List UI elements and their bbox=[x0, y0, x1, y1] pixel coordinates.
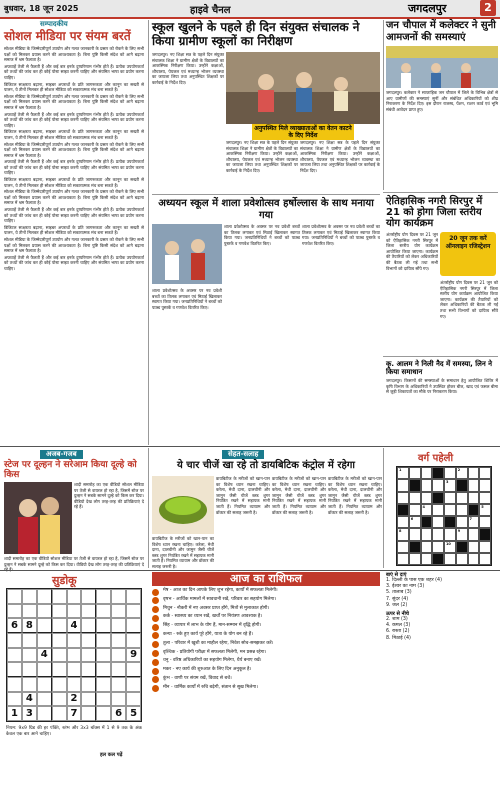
crossword-grid bbox=[396, 466, 492, 566]
sudoku-cell bbox=[52, 662, 67, 677]
crossword-cell bbox=[479, 528, 491, 540]
sudoku-cell bbox=[67, 604, 82, 619]
pravesh-story-body-2: शाला प्रवेशोत्सव के अवसर पर नव प्रवेशी बच्चों का तिलक लगाकर एवं मिठाई खिलाकर स्वागत किया गया। जनप्रतिनिधियों ने बच्चों को पाठ्य पुस्तकें व गणवेश वितरित किए। bbox=[302, 224, 380, 246]
sudoku-cell: 6 bbox=[7, 618, 22, 633]
zodiac-sign-icon bbox=[152, 676, 159, 683]
ajab-gajab-label: अजब-गजब bbox=[40, 450, 83, 459]
classroom-photo-icon bbox=[226, 52, 380, 124]
sudoku-cell: 4 bbox=[22, 692, 37, 707]
crossword-cell bbox=[397, 516, 409, 528]
sudoku-cell bbox=[52, 604, 67, 619]
crossword-cell bbox=[456, 492, 468, 504]
sudoku-cell: 8 bbox=[22, 618, 37, 633]
column-divider bbox=[383, 20, 384, 190]
sudoku-cell bbox=[96, 618, 111, 633]
sudoku-cell bbox=[52, 677, 67, 692]
editorial-paragraph: अफवाहें तेजी से फैलती हैं और कई बार इनके दुष्परिणाम गंभीर होते हैं। प्रत्येक उपयोगकर्ता को तथ्यों की जांच कर ही कोई पोस्ट साझा करनी चाहिए और संयमित भाषा का प्रयोग करना चाहिए। bbox=[4, 111, 144, 128]
sudoku-cell bbox=[96, 706, 111, 721]
crossword-cell bbox=[444, 467, 456, 479]
crossword-cell bbox=[409, 479, 421, 491]
crossword-cell bbox=[432, 541, 444, 553]
rashifal-item bbox=[152, 641, 380, 649]
sudoku-cell: 4 bbox=[37, 648, 52, 663]
zodiac-sign-icon bbox=[152, 668, 159, 675]
sudoku-cell bbox=[111, 589, 126, 604]
crossword-cell bbox=[468, 516, 480, 528]
crossword-cell bbox=[444, 516, 456, 528]
rashifal-text: धनु - वरिष्ठ अधिकारियों का सहयोग मिलेगा, धैर्य बनाए रखें। bbox=[163, 658, 262, 664]
rashifal-item bbox=[152, 588, 380, 596]
edition-city: जगदलपुर bbox=[408, 2, 447, 15]
crossword-cell bbox=[456, 479, 468, 491]
crossword-cell bbox=[397, 541, 409, 553]
paper-name: हाइवे चैनल bbox=[190, 5, 231, 16]
crossword-cell bbox=[444, 541, 456, 553]
sudoku-cell bbox=[7, 589, 22, 604]
health-story-body-3: डायबिटीज के मरीजों को खान-पान का विशेष ध्यान रखना चाहिए। करेला, मेथी दाना, दालचीनी और जामुन जैसी चीजें ब्लड शुगर नियंत्रित रखने में सहायक मानी जाती हैं। नियमित व्यायाम और डॉक्टर की सलाह जरूरी है। bbox=[328, 476, 382, 515]
sudoku-cell bbox=[37, 604, 52, 619]
crossword-cell bbox=[479, 516, 491, 528]
editorial-paragraph: अफवाहें तेजी से फैलती हैं और कई बार इनके दुष्परिणाम गंभीर होते हैं। प्रत्येक उपयोगकर्ता को तथ्यों की जांच कर ही कोई पोस्ट साझा करनी चाहिए और संयमित भाषा का प्रयोग करना चाहिए। bbox=[4, 254, 144, 271]
crossword-clues bbox=[386, 572, 498, 794]
crossword-clue: 3. ईश्वर का नाम (3) bbox=[386, 584, 425, 590]
sudoku-cell bbox=[52, 618, 67, 633]
crossword-cell bbox=[468, 541, 480, 553]
sudoku-cell bbox=[52, 706, 67, 721]
sudoku-cell: 3 bbox=[22, 706, 37, 721]
sudoku-cell bbox=[7, 633, 22, 648]
zodiac-sign-icon bbox=[152, 589, 159, 596]
rashifal-item bbox=[152, 623, 380, 631]
sudoku-rules: नियम: 9x9 ग्रिड की हर पंक्ति, स्तंभ और 3x3 बॉक्स में 1 से 9 तक के अंक केवल एक बार आने चाहिए। bbox=[6, 726, 142, 737]
column-divider bbox=[383, 448, 384, 568]
clue-number: 9 bbox=[457, 529, 461, 534]
sudoku-cell bbox=[67, 633, 82, 648]
crossword-title: वर्ग पहेली bbox=[418, 453, 454, 464]
crossword-cell bbox=[432, 528, 444, 540]
crossword-cell bbox=[479, 467, 491, 479]
sudoku-cell bbox=[81, 589, 96, 604]
sudoku-cell bbox=[22, 589, 37, 604]
sudoku-cell bbox=[96, 604, 111, 619]
story-divider bbox=[383, 192, 498, 193]
health-story-title: ये चार चीजें खा रहे तो डायबिटिक कंट्रोल में रहेगा bbox=[176, 460, 356, 471]
crossword-cell bbox=[456, 541, 468, 553]
students-photo-icon bbox=[152, 224, 222, 284]
school-story-photo bbox=[226, 52, 380, 124]
sudoku-cell bbox=[52, 589, 67, 604]
editorial-paragraph: अफवाहें तेजी से फैलती हैं और कई बार इनके दुष्परिणाम गंभीर होते हैं। प्रत्येक उपयोगकर्ता को तथ्यों की जांच कर ही कोई पोस्ट साझा करनी चाहिए और संयमित भाषा का प्रयोग करना चाहिए। bbox=[4, 207, 144, 224]
ajab-story-body-1: शादी समारोह का एक वीडियो सोशल मीडिया पर तेजी से वायरल हो रहा है, जिसमें स्टेज पर दुल्हन ने सबके सामने दूल्हे को किस कर दिया। वीडियो देख लोग तरह-तरह की प्रतिक्रियाएं दे रहे हैं। bbox=[74, 482, 144, 510]
sudoku-cell: 7 bbox=[67, 706, 82, 721]
sudoku-cell bbox=[81, 633, 96, 648]
crossword-cell bbox=[397, 553, 409, 565]
health-photo bbox=[152, 476, 214, 534]
sudoku-cell bbox=[37, 706, 52, 721]
sudoku-cell: 2 bbox=[67, 692, 82, 707]
rashifal-item bbox=[152, 650, 380, 658]
zodiac-sign-icon bbox=[152, 650, 159, 657]
rashifal-item bbox=[152, 685, 380, 693]
sudoku-cell bbox=[126, 589, 141, 604]
crossword-clue: 4. कमल (3) bbox=[386, 623, 411, 629]
crossword-clue: 8. मिठाई (4) bbox=[386, 635, 411, 641]
down-heading: ऊपर से नीचे bbox=[386, 611, 409, 618]
sudoku-cell bbox=[37, 677, 52, 692]
sudoku-cell bbox=[111, 677, 126, 692]
rashifal-text: वृषभ - आर्थिक मामलों में सावधानी रखें, परिवार का सहयोग मिलेगा। bbox=[163, 596, 277, 602]
crossword-cell bbox=[432, 504, 444, 516]
school-story-caption: अनुपस्थित मिले व्याख्याताओं का वेतन काटने के दिए निर्देश bbox=[252, 124, 354, 140]
clue-number: 3 bbox=[446, 480, 449, 485]
pravesh-story-body-1: शाला प्रवेशोत्सव के अवसर पर नव प्रवेशी बच्चों का तिलक लगाकर एवं मिठाई खिलाकर स्वागत किया गया। जनप्रतिनिधियों ने बच्चों को पाठ्य पुस्तकें व गणवेश वितरित किए। bbox=[224, 224, 300, 246]
sudoku-cell: 9 bbox=[126, 648, 141, 663]
sudoku-cell bbox=[111, 662, 126, 677]
issue-date: बुधवार, 18 जून 2025 bbox=[4, 4, 79, 13]
editorial-paragraph: अफवाहें तेजी से फैलती हैं और कई बार इनके दुष्परिणाम गंभीर होते हैं। प्रत्येक उपयोगकर्ता को तथ्यों की जांच कर ही कोई पोस्ट साझा करनी चाहिए और संयमित भाषा का प्रयोग करना चाहिए। bbox=[4, 159, 144, 176]
across-heading: बाएं से दाएं bbox=[386, 572, 407, 578]
sudoku-cell bbox=[111, 633, 126, 648]
crossword-cell bbox=[444, 504, 456, 516]
ajab-story-title: स्टेज पर दूल्हन ने सरेआम किया दूल्हे को किस bbox=[4, 460, 137, 480]
sudoku-cell bbox=[22, 633, 37, 648]
crossword-cell bbox=[468, 528, 480, 540]
sudoku-cell: 4 bbox=[67, 618, 82, 633]
clue-number: 1 bbox=[399, 468, 402, 472]
sudoku-cell bbox=[111, 618, 126, 633]
crossword-cell bbox=[456, 467, 468, 479]
clue-number: 6 bbox=[410, 517, 414, 521]
sudoku-cell bbox=[81, 692, 96, 707]
crossword-cell bbox=[444, 492, 456, 504]
editorial-paragraph: सोशल मीडिया के जिम्मेदारीपूर्ण उपयोग और गलत जानकारी के प्रसार को रोकने के लिए सभी पक्षों को मिलकर प्रयास करने की आवश्यकता है। बिना पुष्टि किसी संदेश को आगे बढ़ाना समाज में भ्रम फैलाता है। bbox=[4, 237, 144, 254]
editorial-label: सम्पादकीय bbox=[40, 20, 68, 28]
pravesh-photo bbox=[152, 224, 222, 284]
crossword-cell bbox=[468, 553, 480, 565]
sudoku-cell bbox=[111, 648, 126, 663]
editorial-paragraph: डिजिटल साक्षरता बढ़ाना, साइबर अपराधों के प्रति जागरूकता और कानून का सख्ती से पालन, ये तीनों मिलकर ही सोशल मीडिया को सकारात्मक मंच बना सकते हैं। bbox=[4, 177, 144, 188]
crossword-cell bbox=[421, 528, 433, 540]
crossword-cell bbox=[421, 516, 433, 528]
column-divider bbox=[148, 448, 149, 568]
ajab-photo bbox=[4, 482, 72, 554]
crossword-cell bbox=[432, 492, 444, 504]
sudoku-cell bbox=[111, 604, 126, 619]
crossword-cell bbox=[397, 479, 409, 491]
crossword-cell bbox=[421, 479, 433, 491]
editorial-paragraph: डिजिटल साक्षरता बढ़ाना, साइबर अपराधों के प्रति जागरूकता और कानून का सख्ती से पालन, ये तीनों मिलकर ही सोशल मीडिया को सकारात्मक मंच बना सकते हैं। bbox=[4, 129, 144, 140]
sudoku-cell bbox=[126, 662, 141, 677]
kisan-story-body: जगदलपुर। किसानों की समस्याओं के समाधान हेतु आयोजित शिविर में कृषि विभाग के अधिकारियों ने उपस्थित होकर बीज, खाद एवं फसल बीमा से जुड़ी शिकायतों का मौके पर निराकरण किया। bbox=[386, 378, 498, 395]
sudoku-cell bbox=[96, 662, 111, 677]
zodiac-sign-icon bbox=[152, 624, 159, 631]
editorial-paragraph: सोशल मीडिया के जिम्मेदारीपूर्ण उपयोग और गलत जानकारी के प्रसार को रोकने के लिए सभी पक्षों को मिलकर प्रयास करने की आवश्यकता है। बिना पुष्टि किसी संदेश को आगे बढ़ाना समाज में भ्रम फैलाता है। bbox=[4, 141, 144, 158]
sudoku-cell bbox=[81, 662, 96, 677]
editorial-body bbox=[4, 46, 144, 441]
crossword-cell bbox=[456, 528, 468, 540]
story-divider bbox=[383, 356, 498, 357]
school-story-title: स्कूल खुलने के पहले ही दिन संयुक्त संचालक ने किया ग्रामीण स्कूलों का निरीक्षण bbox=[152, 20, 360, 48]
zodiac-sign-icon bbox=[152, 615, 159, 622]
clue-number: 10 bbox=[446, 541, 451, 546]
rashifal-list bbox=[152, 588, 380, 794]
crossword-clue: 6. रास्ता (2) bbox=[386, 629, 410, 635]
sudoku-cell bbox=[22, 604, 37, 619]
crossword-cell bbox=[409, 504, 421, 516]
school-story-body-3: जगदलपुर। नए शिक्षा सत्र के पहले दिन संयुक्त संचालक शिक्षा ने ग्रामीण क्षेत्रों के विद्यालयों का आकस्मिक निरीक्षण किया। उन्होंने कक्षाओं, शौचालय, पेयजल एवं मध्यान्ह भोजन व्यवस्था का जायजा लिया तथा अनुपस्थित शिक्षकों पर कार्रवाई के निर्देश दिए। bbox=[226, 140, 298, 173]
rashifal-item bbox=[152, 606, 380, 614]
sudoku-cell bbox=[37, 692, 52, 707]
collector-photo bbox=[386, 46, 498, 88]
pravesh-story-body-3: शाला प्रवेशोत्सव के अवसर पर नव प्रवेशी बच्चों का तिलक लगाकर एवं मिठाई खिलाकर स्वागत किया गया। जनप्रतिनिधियों ने बच्चों को पाठ्य पुस्तकें व गणवेश वितरित किए। bbox=[152, 288, 222, 310]
sudoku-cell bbox=[67, 648, 82, 663]
editorial-paragraph: सोशल मीडिया के जिम्मेदारीपूर्ण उपयोग और गलत जानकारी के प्रसार को रोकने के लिए सभी पक्षों को मिलकर प्रयास करने की आवश्यकता है। बिना पुष्टि किसी संदेश को आगे बढ़ाना समाज में भ्रम फैलाता है। bbox=[4, 46, 144, 63]
rashifal-text: वृश्चिक - प्रतियोगी परीक्षा में सफलता मिलेगी, मन प्रसन्न रहेगा। bbox=[163, 649, 267, 655]
crossword-cell bbox=[397, 528, 409, 540]
crossword-cell bbox=[409, 516, 421, 528]
sudoku-cell bbox=[96, 692, 111, 707]
sudoku-cell bbox=[96, 648, 111, 663]
rashifal-text: मकर - नए कार्य की शुरुआत के लिए दिन अनुकूल है। bbox=[163, 667, 252, 673]
rashifal-text: कर्क - स्वास्थ्य का ध्यान रखें, खर्चों पर नियंत्रण आवश्यक है। bbox=[163, 614, 263, 620]
health-story-body-2: डायबिटीज के मरीजों को खान-पान का विशेष ध्यान रखना चाहिए। करेला, मेथी दाना, दालचीनी और जामुन जैसी चीजें ब्लड शुगर नियंत्रित रखने में सहायक मानी जाती हैं। नियमित व्यायाम और डॉक्टर की सलाह जरूरी है। bbox=[272, 476, 326, 515]
sudoku-cell: 1 bbox=[7, 706, 22, 721]
registration-badge: 20 जून तक करें ऑनलाइन रजिस्ट्रेशन bbox=[440, 232, 496, 276]
sudoku-cell bbox=[126, 633, 141, 648]
sudoku-cell bbox=[126, 604, 141, 619]
wedding-couple-photo-icon bbox=[4, 482, 72, 554]
health-story-body-4: डायबिटीज के मरीजों को खान-पान का विशेष ध्यान रखना चाहिए। करेला, मेथी दाना, दालचीनी और जामुन जैसी चीजें ब्लड शुगर नियंत्रित रखने में सहायक मानी जाती हैं। नियमित व्यायाम और डॉक्टर की सलाह जरूरी है। bbox=[152, 536, 214, 569]
ajab-story-body-2: शादी समारोह का एक वीडियो सोशल मीडिया पर तेजी से वायरल हो रहा है, जिसमें स्टेज पर दुल्हन ने सबके सामने दूल्हे को किस कर दिया। वीडियो देख लोग तरह-तरह की प्रतिक्रियाएं दे रहे हैं। bbox=[4, 556, 144, 573]
rashifal-item bbox=[152, 614, 380, 622]
sudoku-cell bbox=[67, 662, 82, 677]
sudoku-cell bbox=[96, 633, 111, 648]
sudoku-cell bbox=[96, 589, 111, 604]
crossword-cell bbox=[409, 492, 421, 504]
crossword-cell bbox=[397, 492, 409, 504]
zodiac-sign-icon bbox=[152, 632, 159, 639]
crossword-cell bbox=[432, 553, 444, 565]
sudoku-cell bbox=[111, 692, 126, 707]
crossword-clue: 1. दिल्ली के पास एक शहर (4) bbox=[386, 578, 442, 583]
zodiac-sign-icon bbox=[152, 685, 159, 692]
crossword-clue: 5. तालाब (3) bbox=[386, 590, 412, 596]
editorial-paragraph: डिजिटल साक्षरता बढ़ाना, साइबर अपराधों के प्रति जागरूकता और कानून का सख्ती से पालन, ये तीनों मिलकर ही सोशल मीडिया को सकारात्मक मंच बना सकते हैं। bbox=[4, 224, 144, 236]
sudoku-cell bbox=[7, 677, 22, 692]
crossword-cell bbox=[409, 528, 421, 540]
crossword-cell bbox=[421, 553, 433, 565]
sudoku-cell bbox=[22, 677, 37, 692]
sudoku-cell bbox=[37, 589, 52, 604]
crossword-clue: 7. सुंदर (4) bbox=[386, 596, 409, 602]
crossword-cell bbox=[479, 492, 491, 504]
sudoku-cell: 5 bbox=[126, 706, 141, 721]
zodiac-sign-icon bbox=[152, 659, 159, 666]
crossword-cell bbox=[421, 504, 433, 516]
crossword-cell bbox=[456, 516, 468, 528]
sudoku-cell bbox=[81, 677, 96, 692]
page-number: 2 bbox=[480, 0, 496, 16]
collector-story-body: जगदलपुर। कलेक्टर ने साप्ताहिक जन चौपाल में जिले के विभिन्न क्षेत्रों से आए ग्रामीणों की समस्याएं सुनीं और संबंधित अधिकारियों को शीघ्र निराकरण के निर्देश दिए। इस दौरान राजस्व, पेंशन, राशन कार्ड एवं भूमि संबंधी आवेदन प्राप्त हुए। bbox=[386, 90, 498, 112]
sudoku-cell bbox=[37, 633, 52, 648]
food-bowl-photo-icon bbox=[152, 476, 214, 534]
crossword-cell bbox=[432, 479, 444, 491]
crossword-cell bbox=[409, 541, 421, 553]
rashifal-item bbox=[152, 632, 380, 640]
crossword-cell bbox=[397, 504, 409, 516]
sudoku-cell bbox=[22, 662, 37, 677]
zodiac-sign-icon bbox=[152, 606, 159, 613]
sudoku-title: सुडोकू bbox=[52, 574, 77, 587]
sudoku-cell bbox=[22, 648, 37, 663]
crossword-cell bbox=[397, 467, 409, 479]
editorial-paragraph: सोशल मीडिया के जिम्मेदारीपूर्ण उपयोग और गलत जानकारी के प्रसार को रोकने के लिए सभी पक्षों को मिलकर प्रयास करने की आवश्यकता है। बिना पुष्टि किसी संदेश को आगे बढ़ाना समाज में भ्रम फैलाता है। bbox=[4, 93, 144, 110]
crossword-cell bbox=[456, 504, 468, 516]
sudoku-cell bbox=[67, 677, 82, 692]
editorial-paragraph: डिजिटल साक्षरता बढ़ाना, साइबर अपराधों के प्रति जागरूकता और कानून का सख्ती से पालन, ये तीनों मिलकर ही सोशल मीडिया को सकारात्मक मंच बना सकते हैं। bbox=[4, 81, 144, 93]
sudoku-cell bbox=[81, 604, 96, 619]
crossword-clue: 9. जल (2) bbox=[386, 602, 408, 608]
sudoku-cell bbox=[52, 692, 67, 707]
editorial-title: सोशल मीडिया पर संयम बरतें bbox=[4, 29, 131, 43]
crossword-cell bbox=[444, 528, 456, 540]
health-story-body-1: डायबिटीज के मरीजों को खान-पान का विशेष ध्यान रखना चाहिए। करेला, मेथी दाना, दालचीनी और जामुन जैसी चीजें ब्लड शुगर नियंत्रित रखने में सहायक मानी जाती हैं। नियमित व्यायाम और डॉक्टर की सलाह जरूरी है। bbox=[216, 476, 270, 515]
sudoku-cell bbox=[52, 633, 67, 648]
crossword-cell bbox=[479, 479, 491, 491]
sudoku-cell bbox=[7, 662, 22, 677]
sudoku-cell bbox=[81, 706, 96, 721]
sudoku-cell bbox=[81, 618, 96, 633]
rashifal-item bbox=[152, 676, 380, 684]
collector-story-title: जन चौपाल में कलेक्टर ने सुनी आमजनों की समस्याएं bbox=[386, 20, 496, 43]
sudoku-grid bbox=[6, 588, 142, 722]
crossword-cell bbox=[421, 492, 433, 504]
rashifal-text: मिथुन - नौकरी में नए अवसर प्राप्त होंगे, मित्रों से मुलाकात होगी। bbox=[163, 605, 270, 611]
story-divider bbox=[152, 194, 380, 195]
crossword-cell bbox=[409, 467, 421, 479]
section-divider bbox=[0, 446, 500, 447]
crossword-cell bbox=[421, 467, 433, 479]
crossword-cell bbox=[479, 541, 491, 553]
editorial-paragraph: अफवाहें तेजी से फैलती हैं और कई बार इनके दुष्परिणाम गंभीर होते हैं। प्रत्येक उपयोगकर्ता को तथ्यों की जांच कर ही कोई पोस्ट साझा करनी चाहिए और संयमित भाषा का प्रयोग करना चाहिए। bbox=[4, 63, 144, 80]
crossword-cell bbox=[456, 553, 468, 565]
sudoku-cell bbox=[52, 648, 67, 663]
sirpur-story-body-2: अंतर्राष्ट्रीय योग दिवस पर 21 जून को ऐतिहासिक नगरी सिरपुर में जिला स्तरीय योग कार्यक्रम आयोजित किया जाएगा। कार्यक्रम की तैयारियों को लेकर अधिकारियों की बैठक ली गई तथा सभी विभागों को दायित्व सौंपे गए। bbox=[440, 280, 498, 319]
crossword-cell bbox=[432, 467, 444, 479]
sudoku-cell bbox=[37, 618, 52, 633]
crossword-cell bbox=[479, 504, 491, 516]
sudoku-cell bbox=[7, 648, 22, 663]
sudoku-answer-note: हल कल पढ़ें bbox=[100, 752, 123, 758]
zodiac-sign-icon bbox=[152, 641, 159, 648]
rashifal-item bbox=[152, 658, 380, 666]
public-meeting-photo-icon bbox=[386, 46, 498, 88]
sirpur-story-title-continued: ऐतिहासिक नगरी सिरपुर में 21 को होगा जिला स्तरीय योग कार्यक्रम bbox=[386, 196, 483, 229]
sudoku-cell: 6 bbox=[111, 706, 126, 721]
sirpur-story-body-1: अंतर्राष्ट्रीय योग दिवस पर 21 जून को ऐतिहासिक नगरी सिरपुर में जिला स्तरीय योग कार्यक्रम आयोजित किया जाएगा। कार्यक्रम की तैयारियों को लेकर अधिकारियों की बैठक ली गई तथा सभी विभागों को दायित्व सौंपे गए। bbox=[386, 232, 438, 271]
sudoku-cell bbox=[81, 648, 96, 663]
crossword-cell bbox=[479, 553, 491, 565]
rashifal-text: मेष - आज का दिन आपके लिए शुभ रहेगा, कार्यों में सफलता मिलेगी। bbox=[163, 588, 278, 593]
sudoku-cell bbox=[7, 604, 22, 619]
clue-number: 8 bbox=[399, 529, 402, 534]
crossword-cell bbox=[468, 467, 480, 479]
kisan-story-title: कृ. आलम ने निली नैद में समस्या, लिन ने किया समाधान bbox=[386, 360, 493, 376]
clue-number: 4 bbox=[422, 504, 425, 509]
masthead bbox=[0, 0, 500, 19]
school-story-body-1: जगदलपुर। नए शिक्षा सत्र के पहले दिन संयुक्त संचालक शिक्षा ने ग्रामीण क्षेत्रों के विद्यालयों का आकस्मिक निरीक्षण किया। उन्होंने कक्षाओं, शौचालय, पेयजल एवं मध्यान्ह भोजन व्यवस्था का जायजा लिया तथा अनुपस्थित शिक्षकों पर कार्रवाई के निर्देश दिए। bbox=[152, 52, 224, 85]
clue-number: 5 bbox=[481, 504, 484, 509]
rashifal-item bbox=[152, 597, 380, 605]
rashifal-text: कुंभ - वाणी पर संयम रखें, विवाद से बचें। bbox=[163, 675, 232, 681]
crossword-cell bbox=[468, 479, 480, 491]
crossword-cell bbox=[432, 516, 444, 528]
sudoku-cell bbox=[67, 589, 82, 604]
pravesh-story-title: अध्ययन स्कूल में शाला प्रवेशोत्सव हर्षोल्लास के साथ मनाया गया bbox=[158, 198, 374, 221]
school-story-body-2: जगदलपुर। नए शिक्षा सत्र के पहले दिन संयुक्त संचालक शिक्षा ने ग्रामीण क्षेत्रों के विद्यालयों का आकस्मिक निरीक्षण किया। उन्होंने कक्षाओं, शौचालय, पेयजल एवं मध्यान्ह भोजन व्यवस्था का जायजा लिया तथा अनुपस्थित शिक्षकों पर कार्रवाई के निर्देश दिए। bbox=[300, 140, 380, 173]
crossword-cell bbox=[468, 492, 480, 504]
section-divider bbox=[0, 570, 500, 571]
sudoku-cell bbox=[7, 692, 22, 707]
clue-number: 2 bbox=[457, 468, 461, 472]
health-label: सेहत-सलाह bbox=[222, 450, 264, 459]
sudoku-cell bbox=[126, 692, 141, 707]
rashifal-text: मीन - धार्मिक कार्यों में रुचि बढ़ेगी, संतान से सुख मिलेगा। bbox=[163, 684, 258, 690]
crossword-clue: 2. शाम (3) bbox=[386, 617, 408, 623]
rashifal-header: आज का राशिफल bbox=[152, 572, 380, 586]
rashifal-text: तुला - परिवार में खुशी का माहौल रहेगा, निवेश सोच-समझकर करें। bbox=[163, 640, 274, 646]
sudoku-cell bbox=[126, 677, 141, 692]
sudoku-cell bbox=[126, 618, 141, 633]
zodiac-sign-icon bbox=[152, 597, 159, 604]
column-divider bbox=[148, 20, 149, 445]
editorial-paragraph: सोशल मीडिया के जिम्मेदारीपूर्ण उपयोग और गलत जानकारी के प्रसार को रोकने के लिए सभी पक्षों को मिलकर प्रयास करने की आवश्यकता है। बिना पुष्टि किसी संदेश को आगे बढ़ाना समाज में भ्रम फैलाता है। bbox=[4, 189, 144, 206]
rashifal-text: कन्या - रुके हुए कार्य पूरे होंगे, यात्रा के योग बन रहे हैं। bbox=[163, 631, 253, 637]
crossword-cell bbox=[421, 541, 433, 553]
crossword-cell bbox=[468, 504, 480, 516]
sudoku-cell bbox=[37, 662, 52, 677]
clue-number: 7 bbox=[469, 517, 472, 521]
crossword-cell bbox=[444, 479, 456, 491]
crossword-cell bbox=[409, 553, 421, 565]
rashifal-text: सिंह - व्यापार में लाभ के योग हैं, मान-सम्मान में वृद्धि होगी। bbox=[163, 623, 262, 629]
rashifal-item bbox=[152, 667, 380, 675]
sudoku-cell bbox=[96, 677, 111, 692]
crossword-cell bbox=[444, 553, 456, 565]
